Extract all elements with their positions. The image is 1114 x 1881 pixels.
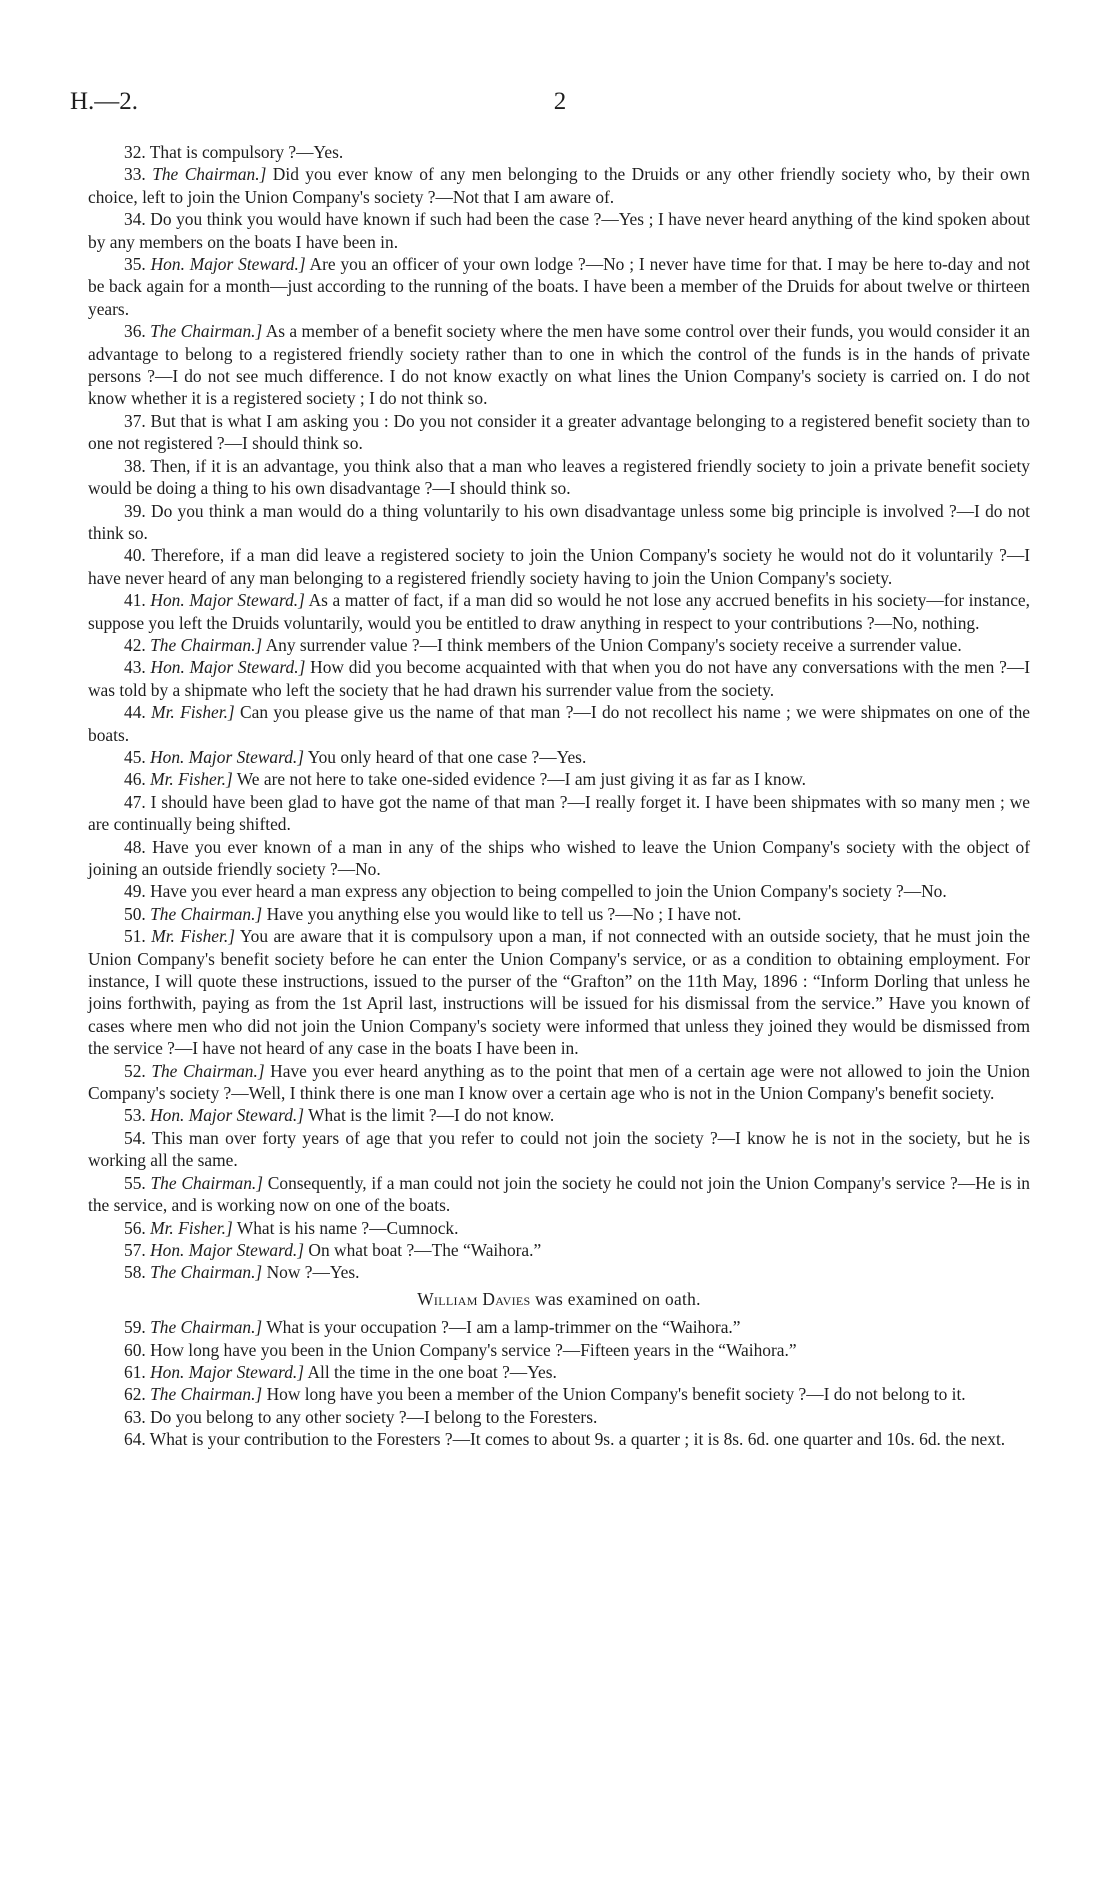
question-text: What is your occupation ?—I am a lamp-trimmer on the “Waihora.”	[266, 1317, 741, 1338]
question-number: 53.	[124, 1105, 146, 1126]
question-number: 59.	[124, 1317, 146, 1338]
question-number: 56.	[124, 1217, 146, 1238]
speaker-name: The Chairman.]	[150, 1262, 263, 1283]
question-entry	[88, 925, 1030, 1059]
question-text: Did you ever know of any men belonging to the Druids or any other friendly society who, by their own choice, left to join the Union Company's society ?—Not that I am aware of.	[88, 164, 1030, 207]
witness-name: William Davies	[417, 1288, 531, 1309]
question-entry	[88, 410, 1030, 455]
question-number: 41.	[124, 590, 146, 611]
speaker-name: Hon. Major Steward.]	[150, 590, 305, 611]
speaker-name: The Chairman.]	[150, 1384, 263, 1405]
question-text: How did you become acquainted with that when you do not have any conversations with the men ?—I was told by a shipmate who left the society that he had drawn his surrender value from the society.	[88, 657, 1030, 700]
question-text: What is the limit ?—I do not know.	[308, 1105, 555, 1126]
speaker-name: Hon. Major Steward.]	[150, 746, 305, 767]
question-text: You only heard of that one case ?—Yes.	[307, 746, 587, 767]
question-text: As a matter of fact, if a man did so would he not lose any accrued benefits in his society—for instance, suppose you left the Druids voluntarily, would you be entitled to draw anything in respect to your contributions ?—No, nothing.	[88, 590, 1030, 633]
question-entry	[88, 746, 1030, 768]
question-entry	[88, 791, 1030, 836]
question-entry	[88, 320, 1030, 410]
question-text: Have you ever known of a man in any of the ships who wished to leave the Union Company's society with the object of joining an outside friendly society ?—No.	[88, 836, 1030, 879]
question-number: 55.	[124, 1172, 146, 1193]
question-text: Now ?—Yes.	[266, 1262, 360, 1283]
question-text: Do you think a man would do a thing voluntarily to his own disadvantage unless some big principle is involved ?—I do not think so.	[88, 500, 1030, 543]
question-entry	[88, 634, 1030, 656]
witness-heading	[88, 1288, 1030, 1310]
question-text: Consequently, if a man could not join the society he could not join the Union Company's service ?—He is in the service, and is working now on one of the boats.	[88, 1172, 1030, 1216]
question-entry	[88, 1261, 1030, 1283]
question-number: 44.	[124, 702, 146, 723]
question-number: 49.	[124, 881, 146, 902]
question-number: 52.	[124, 1060, 146, 1081]
speaker-name: The Chairman.]	[150, 1317, 263, 1338]
question-text: Have you ever heard anything as to the point that men of a certain age were not allowed to join the Union Company's society ?—Well, I think there is one man I know over a certain age who is not in the Union Company's benefit society.	[88, 1060, 1030, 1104]
question-entry	[88, 208, 1030, 253]
question-number: 45.	[124, 746, 146, 767]
witness-heading-rest: was examined on oath.	[530, 1288, 701, 1309]
question-text: Can you please give us the name of that man ?—I do not recollect his name ; we were shipmates on one of the boats.	[88, 702, 1031, 745]
question-text: What is his name ?—Cumnock.	[236, 1217, 459, 1238]
question-text: This man over forty years of age that you refer to could not join the society ?—I know he is not in the society, but he is working all the same.	[88, 1127, 1030, 1171]
question-entry	[88, 1383, 1030, 1405]
question-entry	[88, 500, 1030, 545]
document-reference: H.—2.	[70, 88, 139, 115]
question-number: 34.	[124, 209, 146, 230]
question-text: Do you think you would have known if such had been the case ?—Yes ; I have never heard anything of the kind spoken about by any members on the boats I have been in.	[88, 209, 1030, 252]
question-entry	[88, 253, 1030, 320]
page-header	[70, 88, 1050, 128]
question-number: 35.	[124, 254, 146, 275]
speaker-name: The Chairman.]	[150, 321, 263, 342]
speaker-name: Mr. Fisher.]	[151, 702, 235, 723]
question-number: 57.	[124, 1239, 146, 1260]
question-text: What is your contribution to the Foresters ?—It comes to about 9s. a quarter ; it is 8s. 6d. one quarter and 10s. 6d. the next.	[149, 1429, 1006, 1450]
question-number: 46.	[124, 769, 146, 790]
question-number: 48.	[124, 836, 146, 857]
question-entry	[88, 1361, 1030, 1383]
speaker-name: Hon. Major Steward.]	[150, 1105, 305, 1126]
question-number: 43.	[124, 657, 146, 678]
question-text: How long have you been a member of the Union Company's benefit society ?—I do not belong to it.	[266, 1384, 966, 1405]
speaker-name: Mr. Fisher.]	[150, 769, 233, 790]
question-number: 58.	[124, 1262, 146, 1283]
speaker-name: The Chairman.]	[150, 1172, 264, 1193]
question-text: How long have you been in the Union Company's service ?—Fifteen years in the “Waihora.”	[150, 1339, 797, 1360]
question-entry	[88, 544, 1030, 589]
question-text: That is compulsory ?—Yes.	[149, 142, 344, 162]
question-entry	[88, 880, 1030, 902]
evidence-text	[88, 141, 1030, 1451]
question-entry	[88, 1172, 1030, 1217]
question-entry	[88, 1339, 1030, 1361]
question-entry	[88, 163, 1030, 208]
speaker-name: Mr. Fisher.]	[151, 926, 235, 947]
question-text: Are you an officer of your own lodge ?—No ; I never have time for that. I may be here to-day and not be back again for a month—just according to the running of the boats. I have been a member of the Druids for about twelve or thirteen years.	[88, 254, 1030, 319]
question-number: 37.	[124, 410, 146, 431]
question-entry	[88, 1060, 1030, 1105]
question-entry	[88, 836, 1030, 881]
question-text: We are not here to take one-sided evidence ?—I am just giving it as far as I know.	[236, 769, 807, 790]
question-number: 40.	[124, 545, 146, 566]
question-number: 64.	[124, 1429, 146, 1450]
question-text: All the time in the one boat ?—Yes.	[307, 1361, 557, 1382]
question-text: Then, if it is an advantage, you think also that a man who leaves a registered friendly society to join a private benefit society would be doing a thing to his own disadvantage ?—I should think so.	[88, 455, 1030, 499]
question-entry	[88, 141, 1030, 163]
question-number: 61.	[124, 1361, 146, 1382]
evidence-block-2	[88, 1316, 1030, 1450]
question-text: I should have been glad to have got the name of that man ?—I really forget it. I have been shipmates with so many men ; we are continually being shifted.	[88, 791, 1030, 835]
question-number: 38.	[124, 455, 146, 476]
question-number: 47.	[124, 791, 146, 812]
question-number: 50.	[124, 903, 146, 924]
speaker-name: Hon. Major Steward.]	[150, 657, 306, 678]
question-text: On what boat ?—The “Waihora.”	[308, 1239, 542, 1260]
question-number: 33.	[124, 164, 146, 185]
question-number: 39.	[124, 500, 146, 521]
evidence-block-1	[88, 141, 1030, 1284]
question-entry	[88, 701, 1030, 746]
question-entry	[88, 1217, 1030, 1239]
question-entry	[88, 1428, 1030, 1450]
speaker-name: The Chairman.]	[152, 164, 267, 185]
question-entry	[88, 455, 1030, 500]
speaker-name: Hon. Major Steward.]	[150, 1239, 305, 1260]
question-text: Do you belong to any other society ?—I belong to the Foresters.	[150, 1406, 598, 1427]
question-number: 62.	[124, 1384, 146, 1405]
question-entry	[88, 1104, 1030, 1126]
question-entry	[88, 1127, 1030, 1172]
question-entry	[88, 1239, 1030, 1261]
question-text: Any surrender value ?—I think members of the Union Company's society receive a surrender value.	[265, 634, 962, 655]
speaker-name: The Chairman.]	[151, 1060, 265, 1081]
speaker-name: The Chairman.]	[150, 903, 263, 924]
question-text: Have you anything else you would like to tell us ?—No ; I have not.	[266, 903, 742, 924]
speaker-name: Hon. Major Steward.]	[150, 1361, 305, 1382]
question-text: But that is what I am asking you : Do you not consider it a greater advantage belonging to a registered benefit society than to one not registered ?—I should think so.	[88, 410, 1030, 454]
question-text: Have you ever heard a man express any objection to being compelled to join the Union Company's society ?—No.	[150, 881, 947, 902]
question-number: 36.	[124, 321, 146, 342]
question-text: As a member of a benefit society where the men have some control over their funds, you would consider it an advantage to belong to a registered friendly society rather than to one in which the control of the funds is in the hands of private persons ?—I do not see much difference. I do not know exactly on what lines the Union Company's society is carried on. I do not know whether it is a registered society ; I do not think so.	[88, 321, 1030, 409]
question-number: 60.	[124, 1339, 146, 1360]
question-number: 54.	[124, 1127, 146, 1148]
speaker-name: Hon. Major Steward.]	[150, 254, 306, 275]
question-entry	[88, 1406, 1030, 1428]
question-number: 63.	[124, 1406, 146, 1427]
question-text: You are aware that it is compulsory upon a man, if not connected with an outside society, that he must join the Union Company's benefit society before he can enter the Union Company's service, or as a condition to obtaining employment. For instance, I will quote these instructions, issued to the purser of the “Grafton” on the 11th May, 1896 : “Inform Dorling that unless he joins forthwith, paying as from the 1st April last, instructions will be issued for his dismissal from the service.” Have you known of cases where men who did not join the Union Company's society were informed that unless they joined they would be dismissed from the service ?—I have not heard of any case in the boats I have been in.	[88, 926, 1030, 1059]
question-entry	[88, 768, 1030, 790]
question-entry	[88, 656, 1030, 701]
page-number: 2	[553, 88, 567, 115]
question-number: 51.	[124, 926, 146, 947]
question-number: 42.	[124, 634, 146, 655]
question-entry	[88, 903, 1030, 925]
question-text: Therefore, if a man did leave a registered society to join the Union Company's society he would not do it voluntarily ?—I have never heard of any man belonging to a registered friendly society having to join the Union Company's society.	[88, 545, 1030, 588]
question-entry	[88, 589, 1030, 634]
question-entry	[88, 1316, 1030, 1338]
speaker-name: The Chairman.]	[150, 634, 263, 655]
speaker-name: Mr. Fisher.]	[150, 1217, 233, 1238]
question-number: 32.	[124, 142, 146, 162]
